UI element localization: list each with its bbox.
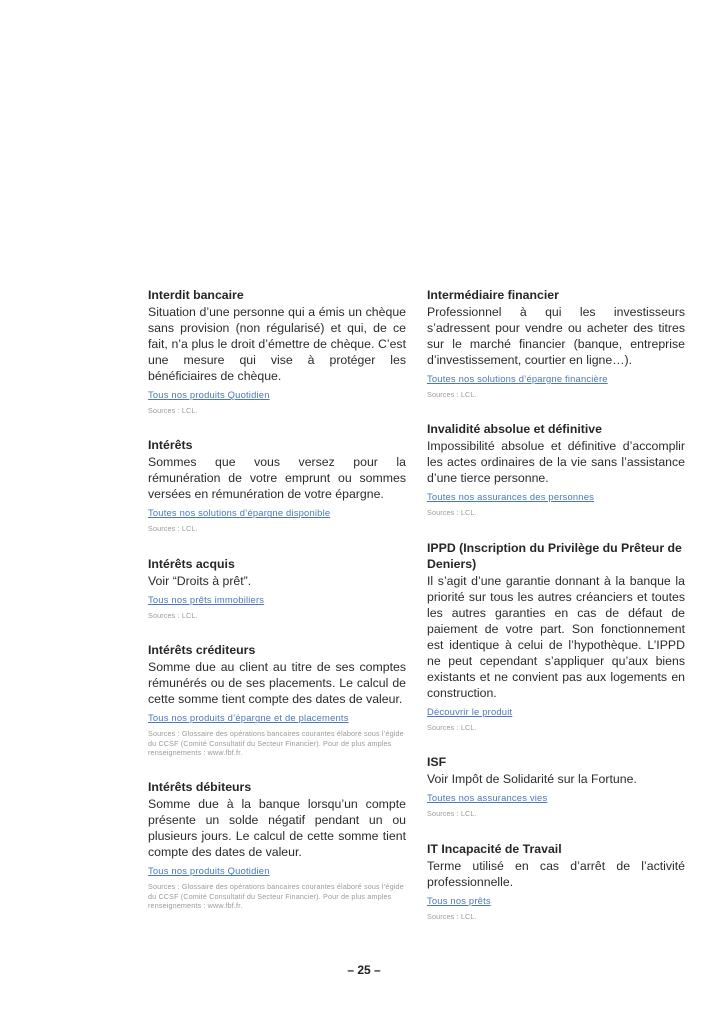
entry-term: Intérêts débiteurs: [148, 780, 252, 795]
entry-link[interactable]: Toutes nos assurances vies: [427, 792, 548, 804]
entry-source: Sources : Glossaire des opérations bancaires courantes élaboré sous l’égide du CCSF (Comité Consultatif du Secteur Financier). Pour de plus amples renseignements : www.fbf.fr.: [148, 882, 404, 911]
entry-term: IPPD (Inscription du Privilège du Prêteur de Deniers): [427, 540, 682, 571]
entry-source: Sources : LCL.: [148, 610, 198, 620]
entry-source: Sources : LCL.: [427, 508, 477, 518]
entry-link[interactable]: Toutes nos solutions d’épargne disponible: [148, 507, 331, 519]
entry-link[interactable]: Toutes nos solutions d’épargne financière: [427, 373, 608, 384]
entry-source: Sources : LCL.: [148, 406, 198, 415]
entry-definition: Il s’agit d’une garantie donnant à la banque la priorité sur tous les autres créanciers et toutes les autres garanties en cas de défaut de paiement de votre part. Son fonctionnement est identique à celui de l’hypothèque. L’IPPD ne peut cependant s’appliquer qu’aux biens existants et ne convient pas aux logements en construction.: [427, 573, 685, 700]
entry-link[interactable]: Tous nos produits d’épargne et de placements: [148, 712, 349, 724]
entry-source: Sources : LCL.: [427, 809, 477, 819]
entry-definition: Somme due à la banque lorsqu’un compte présente un solde négatif pendant un ou plusieurs jours. Le calcul de cette somme tient compte des dates de valeur.: [148, 797, 406, 860]
entry-definition: Sommes que vous versez pour la rémunération de votre emprunt ou sommes versées en rémunération de votre épargne.: [148, 455, 406, 502]
glossary-entry: [148, 642, 406, 757]
entry-link[interactable]: Découvrir le produit: [427, 705, 513, 717]
entry-link[interactable]: Tous nos prêts: [427, 894, 491, 906]
glossary-entry: [148, 556, 406, 620]
entry-source: Sources : LCL.: [148, 524, 198, 534]
entry-definition: Situation d’une personne qui a émis un chèque sans provision (non régularisé) et qui, de ce fait, n’a plus le droit d’émettre de chèque. C’est une mesure qui vise à protéger les bénéficiaires de chèque.: [148, 305, 406, 383]
entry-definition: Voir “Droits à prêt”.: [148, 573, 252, 588]
entry-source: Sources : LCL.: [427, 911, 477, 921]
entry-term: Intérêts acquis: [148, 556, 235, 571]
entry-link[interactable]: Tous nos produits Quotidien: [148, 865, 270, 877]
glossary-entry: [427, 540, 685, 732]
entry-definition: Terme utilisé en cas d’arrêt de l’activité professionnelle.: [427, 858, 685, 889]
glossary-entry: [148, 287, 406, 415]
entry-definition: Voir Impôt de Solidarité sur la Fortune.: [427, 772, 637, 787]
entry-term: ISF: [427, 755, 447, 770]
left-column: [148, 287, 406, 911]
glossary-entry: [148, 779, 406, 910]
glossary-entry: [427, 841, 685, 921]
entry-term: Intérêts: [148, 438, 193, 453]
entry-link[interactable]: Toutes nos assurances des personnes: [427, 491, 594, 503]
entry-definition: Impossibilité absolue et définitive d’accomplir les actes ordinaires de la vie sans l’assistance d’une tierce personne.: [427, 439, 685, 486]
entry-definition: Somme due au client au titre de ses comptes rémunérés ou de ses placements. Le calcul de cette somme tient compte des dates de valeur.: [148, 660, 406, 707]
entry-term: Intérêts créditeurs: [148, 643, 256, 658]
entry-link[interactable]: Tous nos prêts immobiliers: [148, 593, 265, 605]
entry-source: Sources : LCL.: [427, 722, 477, 732]
glossary-entry: [427, 754, 685, 818]
glossary-entry: [427, 421, 685, 517]
entry-definition: Professionnel à qui les investisseurs s’adressent pour vendre ou acheter des titres sur le marché financier (banque, entreprise d’investissement, courtier en ligne…).: [427, 305, 685, 367]
right-column: [427, 287, 685, 921]
glossary-entry: [427, 287, 685, 399]
entry-term: Interdit bancaire: [148, 288, 244, 302]
glossary-entry: [148, 437, 406, 533]
entry-term: Intermédiaire financier: [427, 288, 559, 302]
page-number: – 25 –: [347, 963, 381, 977]
entry-term: Invalidité absolue et définitive: [427, 422, 602, 437]
entry-source: Sources : LCL.: [427, 390, 477, 399]
entry-source: Sources : Glossaire des opérations bancaires courantes élaboré sous l’égide du CCSF (Comité Consultatif du Secteur Financier). Pour de plus amples renseignements : www.fbf.fr.: [148, 729, 404, 758]
entry-link[interactable]: Tous nos produits Quotidien: [148, 389, 270, 400]
entry-term: IT Incapacité de Travail: [427, 841, 562, 856]
